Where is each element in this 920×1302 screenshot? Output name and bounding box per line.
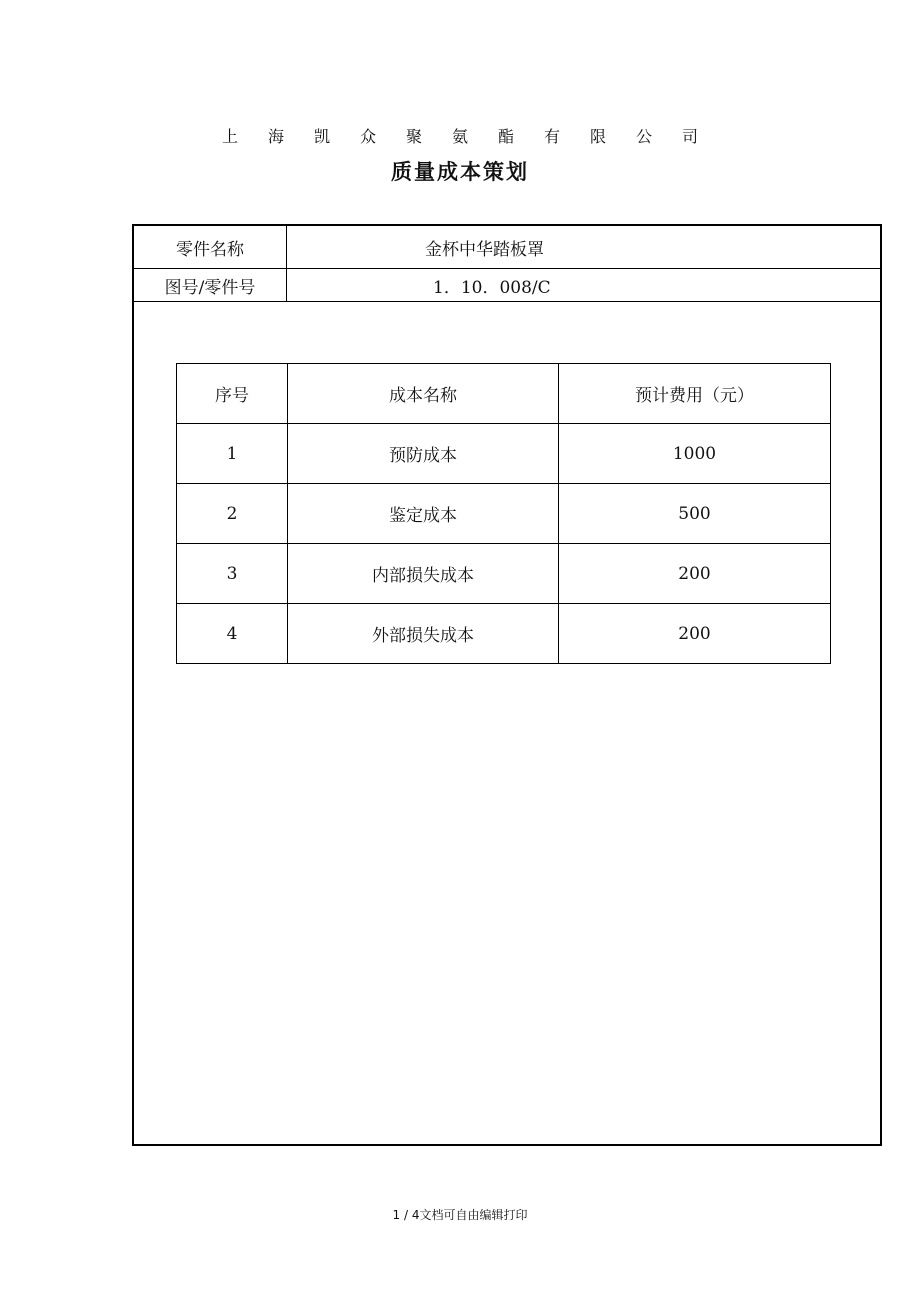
row-cost-name: 鉴定成本 bbox=[288, 484, 559, 544]
part-name-row bbox=[134, 226, 880, 269]
table-row bbox=[177, 604, 831, 664]
part-number-value: 1．10．008/C bbox=[287, 269, 881, 302]
table-row bbox=[177, 544, 831, 604]
row-estimated-cost: 500 bbox=[559, 484, 831, 544]
part-name-label: 零件名称 bbox=[134, 226, 287, 269]
part-name-value: 金杯中华踏板罩 bbox=[287, 226, 881, 269]
row-estimated-cost: 200 bbox=[559, 544, 831, 604]
form-frame bbox=[132, 224, 882, 1146]
row-cost-name: 内部损失成本 bbox=[288, 544, 559, 604]
page-footer: 1 / 4文档可自由编辑打印 bbox=[392, 1208, 528, 1222]
company-name: 上海凯众聚氨酯有限公司 bbox=[221, 127, 728, 146]
table-row bbox=[177, 484, 831, 544]
part-number-label: 图号/零件号 bbox=[134, 269, 287, 302]
part-number-row bbox=[134, 269, 880, 302]
row-seq: 4 bbox=[177, 604, 288, 664]
part-info-table bbox=[134, 226, 880, 302]
header-estimated-cost: 预计费用（元） bbox=[559, 364, 831, 424]
header-seq: 序号 bbox=[177, 364, 288, 424]
row-seq: 2 bbox=[177, 484, 288, 544]
table-row bbox=[177, 424, 831, 484]
row-cost-name: 预防成本 bbox=[288, 424, 559, 484]
header-cost-name: 成本名称 bbox=[288, 364, 559, 424]
document-title: 质量成本策划 bbox=[391, 159, 529, 184]
row-cost-name: 外部损失成本 bbox=[288, 604, 559, 664]
quality-cost-table bbox=[176, 363, 831, 664]
row-estimated-cost: 200 bbox=[559, 604, 831, 664]
row-seq: 3 bbox=[177, 544, 288, 604]
row-estimated-cost: 1000 bbox=[559, 424, 831, 484]
row-seq: 1 bbox=[177, 424, 288, 484]
cost-table-header-row bbox=[177, 364, 831, 424]
